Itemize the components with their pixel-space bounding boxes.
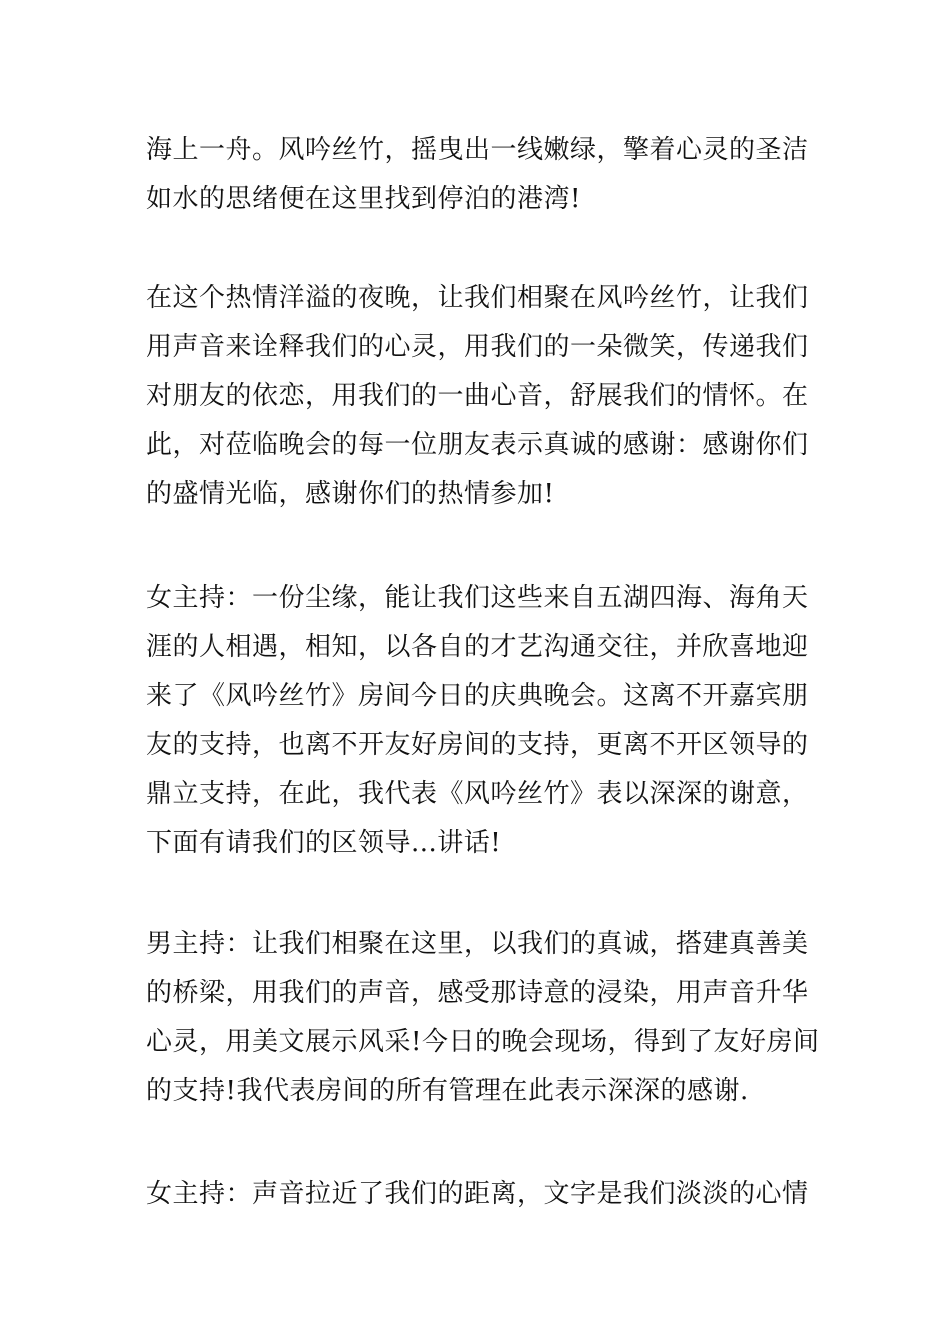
paragraph-welcome: [146, 274, 826, 519]
text-line: 女主持：一份尘缘，能让我们这些来自五湖四海、海角天: [146, 583, 809, 613]
text-line: 的支持!我代表房间的所有管理在此表示深深的感谢.: [146, 1076, 749, 1106]
text-line: 用声音来诠释我们的心灵，用我们的一朵微笑，传递我们: [146, 332, 809, 362]
text-line: 男主持：让我们相聚在这里，以我们的真诚，搭建真善美: [146, 929, 809, 959]
text-line: 涯的人相遇，相知，以各自的才艺沟通交往，并欣喜地迎: [146, 632, 809, 662]
text-line: 此，对莅临晚会的每一位朋友表示真诚的感谢：感谢你们: [146, 430, 809, 460]
paragraph-male-host: [146, 920, 826, 1116]
paragraph-female-host-2: [146, 1170, 826, 1219]
text-line: 女主持：声音拉近了我们的距离，文字是我们淡淡的心情: [146, 1179, 809, 1209]
paragraph-opening: [146, 126, 826, 224]
text-line: 的桥梁，用我们的声音，感受那诗意的浸染，用声音升华: [146, 978, 809, 1008]
text-line: 的盛情光临，感谢你们的热情参加!: [146, 479, 555, 509]
text-line: 在这个热情洋溢的夜晚，让我们相聚在风吟丝竹，让我们: [146, 283, 809, 313]
text-line: 对朋友的依恋，用我们的一曲心音，舒展我们的情怀。在: [146, 381, 809, 411]
text-line: 心灵，用美文展示风采!今日的晚会现场，得到了友好房间: [146, 1027, 820, 1057]
text-line: 下面有请我们的区领导...讲话!: [146, 828, 502, 858]
text-line: 友的支持，也离不开友好房间的支持，更离不开区领导的: [146, 730, 809, 760]
text-line: 如水的思绪便在这里找到停泊的港湾!: [146, 184, 581, 214]
text-line: 鼎立支持，在此，我代表《风吟丝竹》表以深深的谢意，: [146, 779, 809, 809]
text-line: 海上一舟。风吟丝竹，摇曳出一线嫩绿，擎着心灵的圣洁: [146, 135, 809, 165]
text-line: 来了《风吟丝竹》房间今日的庆典晚会。这离不开嘉宾朋: [146, 681, 809, 711]
paragraph-female-host-1: [146, 574, 826, 868]
